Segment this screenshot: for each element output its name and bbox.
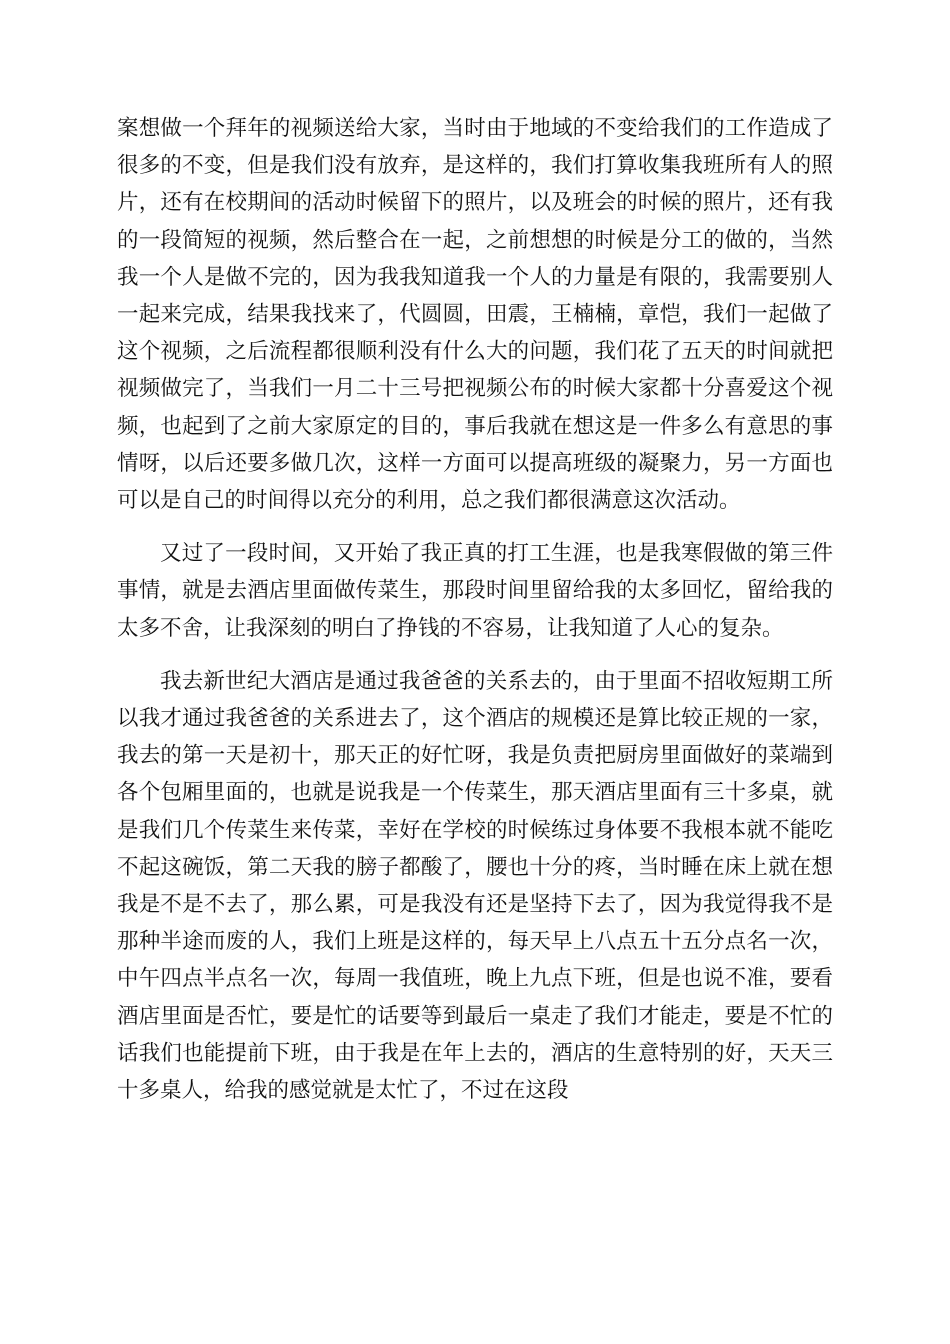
paragraph-part-time-job: 又过了一段时间，又开始了我正真的打工生涯，也是我寒假做的第三件事情，就是去酒店里面做传菜生，那段时间里留给我的太多回忆，留给我的太多不舍，让我深刻的明白了挣钱的不容易，让我知道了人心的复杂。 — [117, 541, 833, 641]
document-body — [117, 110, 833, 1109]
paragraph-continued: 案想做一个拜年的视频送给大家，当时由于地域的不变给我们的工作造成了很多的不变，但是我们没有放弃，是这样的，我们打算收集我班所有人的照片，还有在校期间的活动时候留下的照片，以及班会的时候的照片，还有我的一段简短的视频，然后整合在一起，之前想想的时候是分工的做的，当然我一个人是做不完的，因为我我知道我一个人的力量是有限的，我需要别人一起来完成，结果我找来了，代圆圆，田震，王楠楠，章恺，我们一起做了这个视频，之后流程都很顺利没有什么大的问题，我们花了五天的时间就把视频做完了，当我们一月二十三号把视频公布的时候大家都十分喜爱这个视频，也起到了之前大家原定的目的，事后我就在想这是一件多么有意思的事情呀，以后还要多做几次，这样一方面可以提高班级的凝聚力，另一方面也可以是自己的时间得以充分的利用，总之我们都很满意这次活动。 — [117, 116, 833, 514]
paragraph-hotel-work: 我去新世纪大酒店是通过我爸爸的关系去的，由于里面不招收短期工所以我才通过我爸爸的关系进去了，这个酒店的规模还是算比较正规的一家，我去的第一天是初十，那天正的好忙呀，我是负责把厨房里面做好的菜端到各个包厢里面的，也就是说我是一个传菜生，那天酒店里面有三十多桌，就是我们几个传菜生来传菜，幸好在学校的时候练过身体要不我根本就不能吃不起这碗饭，第二天我的膀子都酸了，腰也十分的疼，当时睡在床上就在想我是不是不去了，那么累，可是我没有还是坚持下去了，因为我觉得我不是那种半途而废的人，我们上班是这样的，每天早上八点五十五分点名一次，中午四点半点名一次，每周一我值班，晚上九点下班，但是也说不准，要看酒店里面是否忙，要是忙的话要等到最后一桌走了我们才能走，要是不忙的话我们也能提前下班，由于我是在年上去的，酒店的生意特别的好，天天三十多桌人，给我的感觉就是太忙了，不过在这段 — [117, 668, 833, 1104]
